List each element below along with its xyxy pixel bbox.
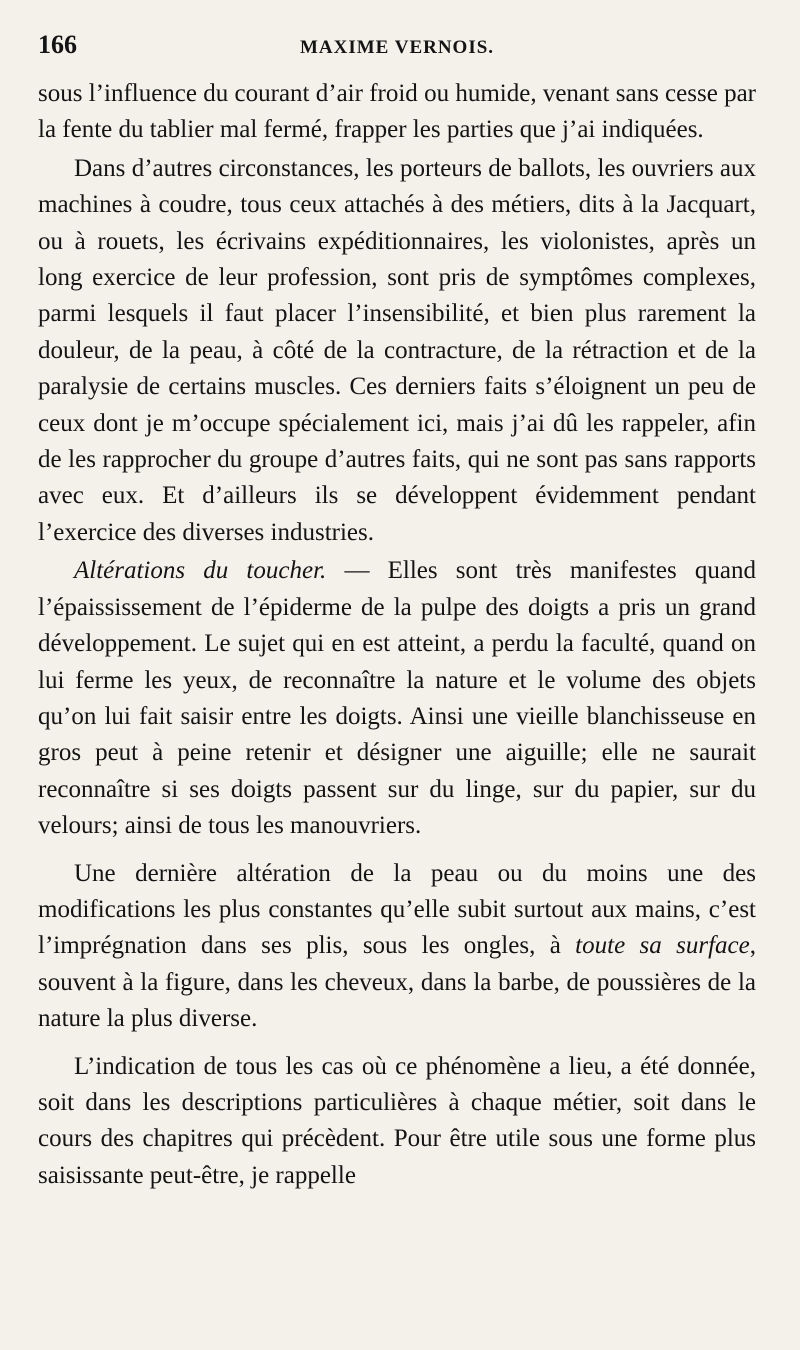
running-head: MAXIME VERNOIS. xyxy=(299,37,495,58)
paragraph-text: — Elles sont très manifestes quand l’épaississement de l’épiderme de la pulpe des doigts a pris un grand développement. Le sujet qui en est atteint, a perdu la faculté, quand on lui ferme les yeux, de reconnaître la nature et le volume des objets qu’on lui fait saisir entre les doigts. Ainsi une vieille blanchisseuse en gros peut à peine retenir et désigner une aiguille; elle ne saurait reconnaître si ses doigts passent sur du linge, sur du papier, sur du velours; ainsi de tous les manouvriers. xyxy=(38,557,756,840)
paragraph-continuation: sous l’influence du courant d’air froid ou humide, venant sans cesse par la fente du tablier mal fermé, frapper les parties que j’ai indiquées. xyxy=(38,80,756,144)
page-header xyxy=(38,30,756,76)
paragraph-alterations-toucher xyxy=(38,553,756,844)
paragraph-indication: L’indication de tous les cas où ce phénomène a lieu, a été donnée, soit dans les descriptions particulières à chaque métier, soit dans le cours des chapitres qui précèdent. Pour être utile sous une forme plus saisissante peut-être, je rappelle xyxy=(38,1052,756,1189)
paragraph-text: , souvent à la figure, dans les cheveux, dans la barbe, de poussières de la nature la plus diverse. xyxy=(38,932,756,1033)
body-text xyxy=(38,76,756,1194)
paragraph-circonstances: Dans d’autres circonstances, les porteurs de ballots, les ouvriers aux machines à coudre, tous ceux attachés à des métiers, dits à la Jacquart, ou à rouets, les écrivains expéditionnaires, les violonistes, après un long exercice de leur profession, sont pris de symptômes complexes, parmi lesquels il faut placer l’insensibilité, et bien plus rarement la douleur, de la peau, à côté de la contracture, de la rétraction et de la paralysie de certains muscles. Ces derniers faits s’éloignent un peu de ceux dont je m’occupe spécialement ici, mais j’ai dû les rappeler, afin de les rapprocher du groupe d’autres faits, qui ne sont pas sans rapports avec eux. Et d’ailleurs ils se développent évidemment pendant l’exercice des diverses industries. xyxy=(38,154,756,546)
section-lead-title: Altérations du toucher. xyxy=(74,557,327,585)
paragraph-text: Une dernière altération de la peau ou du moins une des modifications les plus constantes qu’elle subit surtout aux mains, c’est l’imprégnation dans ses plis, sous les ongles, à xyxy=(38,859,756,960)
paragraph-impregnation xyxy=(38,856,756,1038)
italic-phrase: toute sa surface xyxy=(575,932,750,960)
page-number: 166 xyxy=(38,30,77,59)
